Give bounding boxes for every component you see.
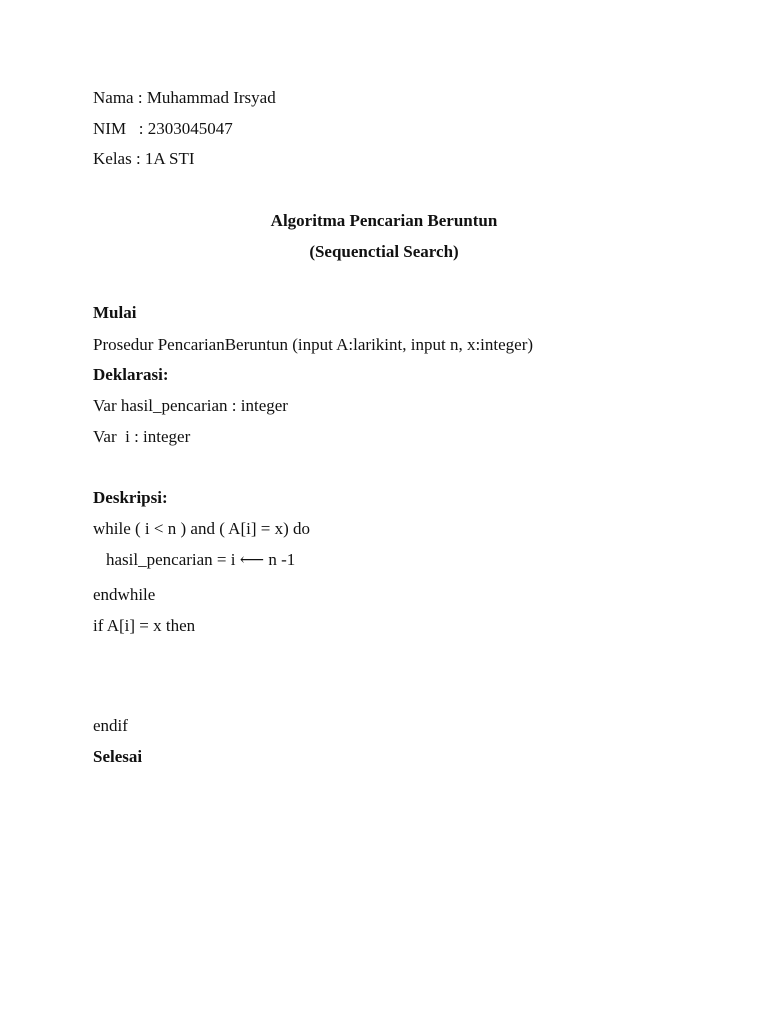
student-nim: NIM : 2303045047: [93, 119, 233, 138]
description-heading: Deskripsi:: [93, 488, 168, 507]
end-keyword: Selesai: [93, 747, 143, 766]
while-statement: while ( i < n ) and ( A[i] = x) do: [93, 519, 310, 538]
student-name: Nama : Muhammad Irsyad: [93, 88, 276, 107]
start-keyword: Mulai: [93, 303, 137, 322]
endwhile-statement: endwhile: [93, 585, 156, 604]
document-title: Algoritma Pencarian Beruntun: [270, 211, 498, 230]
declaration-heading: Deklarasi:: [93, 365, 169, 384]
student-class: Kelas : 1A STI: [93, 149, 195, 168]
document-subtitle: (Sequenctial Search): [309, 242, 459, 261]
procedure-signature: Prosedur PencarianBeruntun (input A:larikint, input n, x:integer): [93, 335, 534, 354]
variable-declaration-2: Var i : integer: [93, 427, 191, 446]
if-statement: if A[i] = x then: [93, 616, 196, 635]
assignment-statement: hasil_pencarian = i ⟵ n -1: [106, 550, 296, 569]
endif-statement: endif: [93, 716, 128, 735]
variable-declaration-1: Var hasil_pencarian : integer: [93, 396, 288, 415]
